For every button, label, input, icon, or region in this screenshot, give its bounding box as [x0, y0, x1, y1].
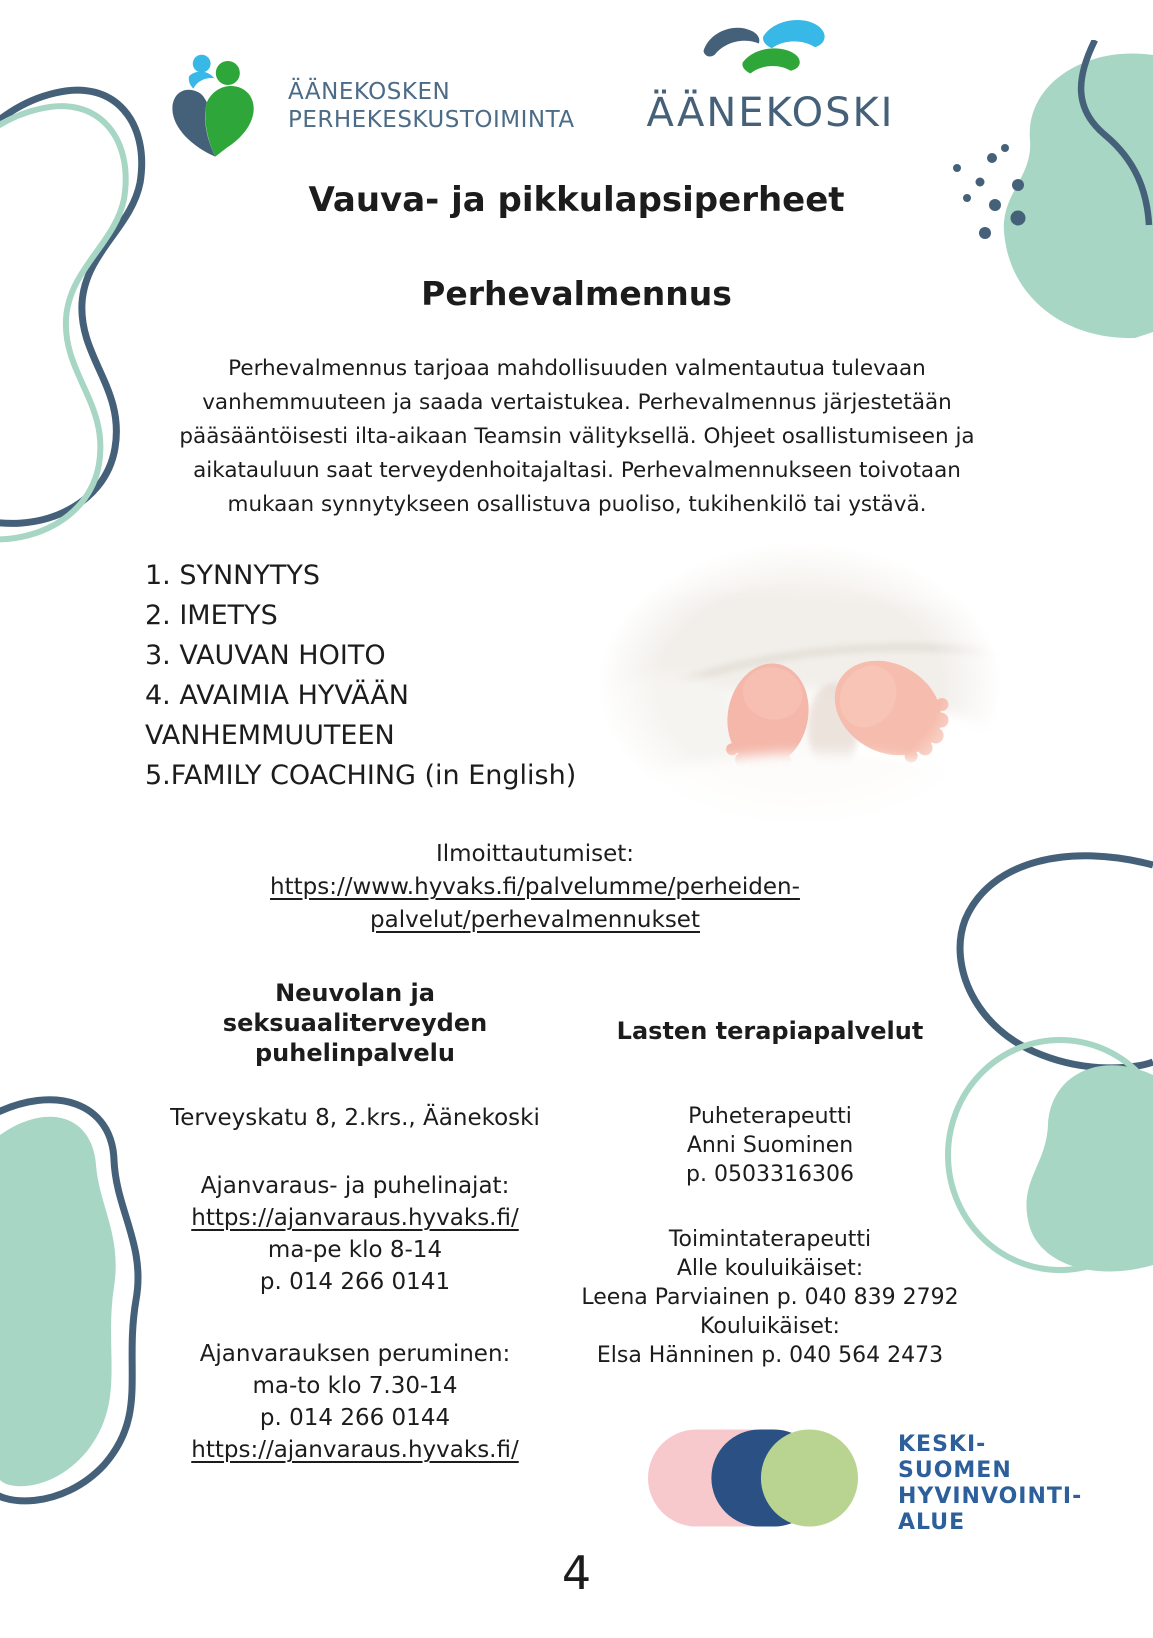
cancellation-group: [140, 1338, 570, 1466]
intro-line: mukaan synnytykseen osallistuva puoliso, tukihenkilö tai ystävä.: [227, 492, 927, 517]
booking-group: [140, 1170, 570, 1298]
booking-phone: p. 014 266 0141: [259, 1269, 451, 1295]
topic-item: 1. SYNNYTYS: [145, 560, 320, 591]
wellbeing-area-icon: [648, 1428, 858, 1528]
family-center-logo-text: [288, 50, 575, 134]
topics-list: [145, 556, 645, 796]
page-title: Vauva- ja pikkulapsiperheet: [308, 180, 845, 220]
topic-item: 3. VAUVAN HOITO: [145, 640, 386, 671]
city-logo: [618, 12, 923, 136]
family-center-logo-line1: ÄÄNEKOSKEN: [288, 79, 451, 105]
booking-label: Ajanvaraus- ja puhelinajat:: [200, 1173, 510, 1199]
wellbeing-logo-line3: HYVINVOINTI-: [898, 1484, 1083, 1509]
wellbeing-logo-line2: SUOMEN: [898, 1458, 1012, 1483]
phone-service-address: Terveyskatu 8, 2.krs., Äänekoski: [170, 1105, 540, 1131]
occupational-therapy-group: [555, 1225, 985, 1370]
topic-item: 4. AVAIMIA HYVÄÄN VANHEMMUUTEEN: [145, 680, 410, 751]
city-swoosh-icon: [696, 12, 846, 90]
city-logo-name: ÄÄNEKOSKI: [646, 90, 895, 136]
registration-section: [190, 838, 880, 937]
wellbeing-area-logo: [648, 1428, 1082, 1536]
topic-item: 2. IMETYS: [145, 600, 278, 631]
speech-therapy-group: [555, 1102, 985, 1189]
school-label: Kouluikäiset:: [700, 1314, 840, 1339]
school-contact: Elsa Hänninen p. 040 564 2473: [596, 1343, 944, 1368]
phone-service-heading: Neuvolan ja seksuaaliterveyden puhelinpalvelu: [222, 979, 488, 1067]
speech-therapist-phone: p. 0503316306: [686, 1162, 854, 1187]
family-center-logo-line2: PERHEKESKUSTOIMINTA: [288, 107, 575, 133]
registration-link-line2[interactable]: palvelut/perhevalmennukset: [370, 907, 700, 933]
wellbeing-logo-line1: KESKI-: [898, 1432, 987, 1457]
intro-paragraph: [127, 352, 1027, 522]
cancellation-link[interactable]: https://ajanvaraus.hyvaks.fi/: [191, 1437, 519, 1463]
page-subtitle: Perhevalmennus: [421, 274, 732, 313]
booking-link[interactable]: https://ajanvaraus.hyvaks.fi/: [191, 1205, 519, 1231]
cancellation-label: Ajanvarauksen peruminen:: [199, 1341, 511, 1367]
cancellation-hours: ma-to klo 7.30-14: [252, 1373, 458, 1399]
page-number: 4: [561, 1546, 592, 1600]
occupational-therapist-title: Toimintaterapeutti: [668, 1227, 872, 1252]
preschool-label: Alle kouluikäiset:: [676, 1256, 864, 1281]
preschool-contact: Leena Parviainen p. 040 839 2792: [581, 1285, 959, 1310]
wellbeing-logo-line4: ALUE: [898, 1510, 966, 1535]
intro-line: Perhevalmennus tarjoaa mahdollisuuden valmentautua tulevaan: [228, 356, 926, 381]
topic-item: 5.FAMILY COACHING (in English): [145, 760, 577, 791]
therapy-heading: Lasten terapiapalvelut: [616, 1017, 924, 1045]
speech-therapist-name: Anni Suominen: [686, 1133, 854, 1158]
family-center-logo: [163, 50, 575, 165]
intro-line: pääsääntöisesti ilta-aikaan Teamsin välityksellä. Ohjeet osallistumiseen ja: [179, 424, 975, 449]
intro-line: aikatauluun saat terveydenhoitajaltasi. Perhevalmennukseen toivotaan: [193, 458, 961, 483]
intro-line: vanhemmuuteen ja saada vertaistukea. Perhevalmennus järjestetään: [202, 390, 952, 415]
therapy-services-column: [555, 1016, 985, 1370]
booking-hours: ma-pe klo 8-14: [267, 1237, 443, 1263]
phone-service-column: [140, 978, 570, 1466]
wellbeing-area-logo-text: [898, 1428, 1082, 1536]
family-heart-icon: [163, 50, 278, 165]
registration-link-line1[interactable]: https://www.hyvaks.fi/palvelumme/perheiden-: [270, 874, 800, 900]
cancellation-phone: p. 014 266 0144: [259, 1405, 451, 1431]
speech-therapist-title: Puheterapeutti: [688, 1104, 852, 1129]
baby-feet-photo: [598, 543, 1003, 828]
registration-label: Ilmoittautumiset:: [435, 841, 635, 867]
